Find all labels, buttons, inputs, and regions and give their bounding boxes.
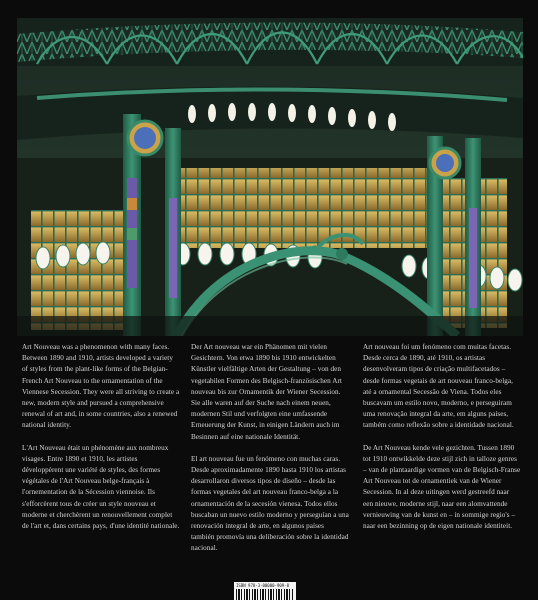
- isbn-number: ISBN 978-3-00000-909-8: [236, 583, 289, 588]
- paragraph-french: L'Art Nouveau était un phénomène aux nombreux visages. Entre 1890 et 1910, les artistes développèrent une variété de styles, des formes végétales de l'Art Nouveau belge-français à l'ornementation de la Sécession viennoise. Ils s'efforcèrent tous de créer un style nouveau et moderne et cherchèrent un renouvellement complet de l'art et, dans certains pays, d'une identité nationale.: [22, 443, 180, 531]
- text-column-english-french: [22, 342, 180, 543]
- barcode-bars: [236, 589, 294, 600]
- paragraph-portuguese: Art nouveau foi um fenómeno com muitas facetas. Desde cerca de 1890, até 1910, os artistas desenvolveram tipos de criação multifacetados – desde formas vegetais de art nouveau franco-belga, até a ornamental Secessão de Viena. Todos eles buscavam um estilo novo, moderno, e perseguiram uma renovação integral da arte, em alguns países, também como reflexão sobre a identidade nacional.: [363, 343, 514, 430]
- paragraph-dutch: De Art Nouveau kende vele gezichten. Tussen 1890 tot 1910 ontwikkelde deze stijl zich in talloze genres – van de plantaardige vormen van de Belgisch-Franse Art Nouveau tot de ornamentiek van de Wiener Secession. In al deze uitingen werd gestreefd naar een nieuwe, moderne stijl, naar een alomvattende vernieuwing van de kunst en – in sommige regio's – naar een bezinning op de eigen nationale identiteit.: [363, 443, 521, 531]
- text-column-german-spanish: [191, 342, 349, 566]
- text-column-portuguese-dutch: [363, 342, 521, 543]
- paragraph-german: Der Art nouveau war ein Phänomen mit vielen Gesichtern. Von etwa 1890 bis 1910 entwickelten Künstler vielfältige Arten der Gestaltung – von den vegetabilen Formen des Belgisch-französischen Art nouveau bis zur Ornamentik der Wiener Secession. Sie alle waren auf der Suche nach einem neuen, modernen Stil und verfolgten eine umfassende Erneuerung der Kunst, in einigen Ländern auch im Besinnen auf eine nationale Identität.: [191, 343, 342, 441]
- arcade-illustration: [17, 18, 523, 336]
- paragraph-english: Art Nouveau was a phenomenon with many faces. Between 1890 and 1910, artists developed a variety of styles from the plant-like forms of the Belgian-French Art Nouveau to the ornamentation of the Viennese Secession. They were all striving to create a new, modern style and pursued a comprehensive renewal of art and, in some countries, also a renewed national identity.: [22, 343, 180, 430]
- isbn-barcode: [234, 582, 296, 600]
- cover-photo-art-nouveau-arcade: [17, 18, 523, 336]
- paragraph-spanish: El art nouveau fue un fenómeno con muchas caras. Desde aproximadamente 1890 hasta 1910 los artistas desarrollaron diversos tipos de diseño – desde las formas vegetales del art nouveau franco-belga a la ornamentación de la secesión vienesa. Todos ellos buscaban un nuevo estilo moderno y perseguían a una renovación integral de arte, en algunos países también promovía una deliberación sobre la identidad nacional.: [191, 454, 349, 553]
